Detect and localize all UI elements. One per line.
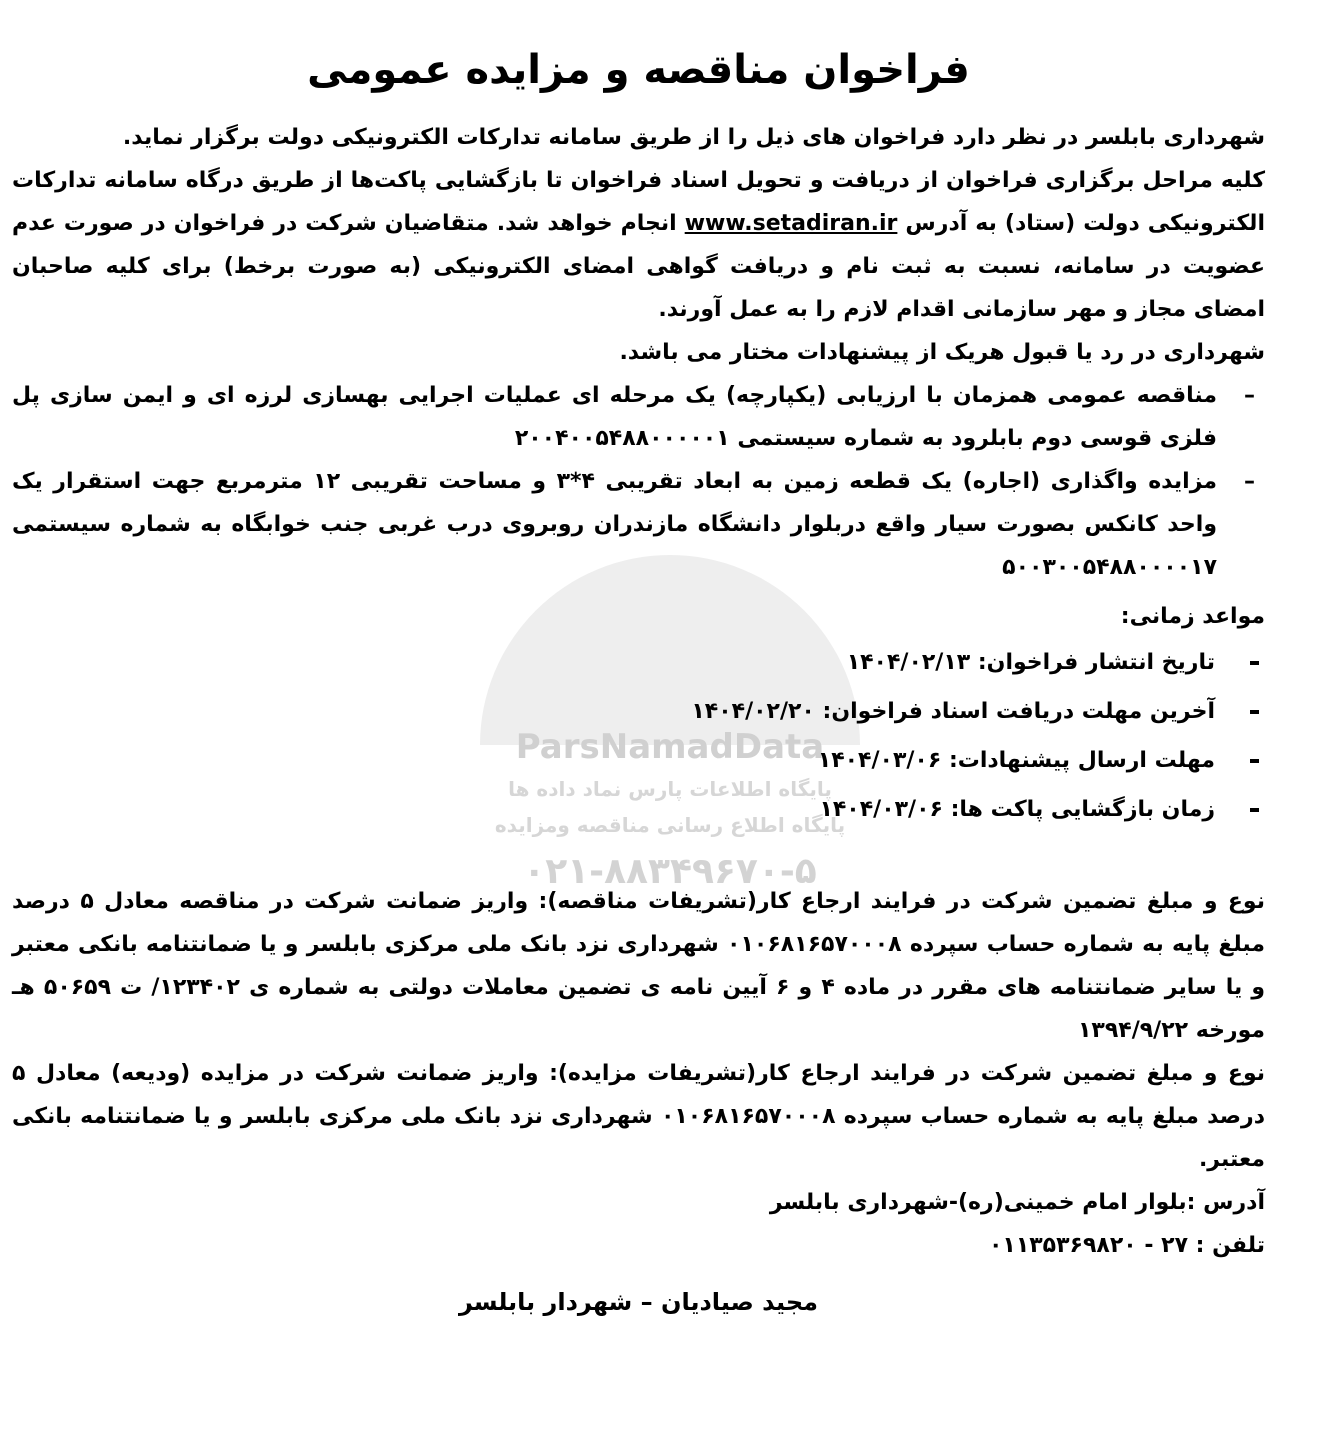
schedule-item	[12, 687, 1265, 736]
schedule-label: تاریخ انتشار فراخوان:	[977, 650, 1215, 675]
schedule-label: زمان بازگشایی پاکت ها:	[950, 797, 1215, 822]
schedule-date: ۱۴۰۴/۰۲/۱۳	[846, 650, 971, 675]
watermark-line-1: پایگاه اطلاعات پارس نماد داده ها	[508, 777, 832, 801]
spacer	[12, 834, 1265, 880]
watermark-name: ParsNamadData	[515, 727, 825, 767]
schedule-date: ۱۴۰۴/۰۳/۰۶	[817, 748, 942, 773]
schedule-label: آخرین مهلت دریافت اسناد فراخوان:	[822, 699, 1215, 724]
schedule-date: ۱۴۰۴/۰۲/۲۰	[691, 699, 815, 724]
guarantee-auction-paragraph: نوع و مبلغ تضمین شرکت در فرایند ارجاع کار(تشریفات مزایده): واریز ضمانت شرکت در مزایده (ودیعه) معادل ۵ درصد مبلغ پایه به شماره حساب سپرده ۰۱۰۶۸۱۶۵۷۰۰۰۸ شهرداری نزد بانک ملی مرکزی بابلسر و یا ضمانتنامه بانکی معتبر.	[12, 1061, 1265, 1172]
intro-paragraph: شهرداری بابلسر در نظر دارد فراخوان های ذیل را از طریق سامانه تدارکات الکترونیکی دولت برگزار نماید.	[122, 125, 1265, 150]
schedule-label: مهلت ارسال پیشنهادات:	[948, 748, 1215, 773]
schedule-item	[12, 638, 1265, 687]
phone-line: تلفن : ۲۷ - ۰۱۱۳۵۳۶۹۸۲۰	[988, 1233, 1265, 1258]
items-list	[12, 374, 1265, 589]
page-title: فراخوان مناقصه و مزایده عمومی	[307, 47, 970, 93]
website-link[interactable]: www.setadiran.ir	[684, 211, 898, 236]
stages-text-1: کلیه مراحل برگزاری فراخوان از دریافت و تحویل اسناد فراخوان تا بازگشایی پاکت‌ها از طریق درگاه سامانه تدارکات الکترونیکی دولت (ستاد) به آدرس	[12, 168, 1265, 236]
stages-paragraph	[12, 159, 1265, 331]
watermark-line-2: پایگاه اطلاع رسانی مناقصه ومزایده	[494, 813, 846, 837]
schedule-item	[12, 785, 1265, 834]
document	[12, 0, 1265, 1437]
guarantee-tender-paragraph: نوع و مبلغ تضمین شرکت در فرایند ارجاع کار(تشریفات مناقصه): واریز ضمانت شرکت در مناقصه معادل ۵ درصد مبلغ پایه به شماره حساب سپرده ۰۱۰۶۸۱۶۵۷۰۰۰۸ شهرداری نزد بانک ملی مرکزی بابلسر و یا ضمانتنامه بانکی معتبر و یا سایر ضمانتنامه های مقرر در ماده ۴ و ۶ آیین نامه ی تضمین معاملات دولتی به شماره ی ۱۲۳۴۰۲/ ت ۵۰۶۵۹ هـ مورخه ۱۳۹۴/۹/۲۲	[12, 889, 1266, 1043]
schedule-item	[12, 736, 1265, 785]
schedule-title: مواعد زمانی:	[1120, 604, 1265, 629]
address-line: آدرس :بلوار امام خمینی(ره)-شهرداری بابلسر	[769, 1190, 1265, 1215]
schedule-list	[12, 638, 1265, 834]
schedule-date: ۱۴۰۴/۰۳/۰۶	[819, 797, 943, 822]
list-item: – مزایده واگذاری (اجاره) یک قطعه زمین به ابعاد تقریبی ۴*۳ و مساحت تقریبی ۱۲ مترمربع جهت استقرار یک واحد کانکس بصورت سیار واقع دربلوار دانشگاه مازندران روبروی درب غربی جنب خوابگاه به شماره سیستمی ۵۰۰۳۰۰۵۴۸۸۰۰۰۰۱۷	[12, 460, 1265, 589]
signature: مجید صیادیان – شهردار بابلسر	[459, 1288, 818, 1316]
stages-text-2: انجام خواهد شد. متقاضیان شرکت در فراخوان در صورت عدم عضویت در سامانه، نسبت به ثبت نام و دریافت گواهی امضای الکترونیکی (به صورت برخط) برای کلیه صاحبان امضای مجاز و مهر سازمانی اقدام لازم را به عمل آورند.	[12, 211, 1265, 322]
watermark-phone: ۰۲۱-۸۸۳۴۹۶۷۰-۵	[523, 851, 817, 892]
list-item: – مناقصه عمومی همزمان با ارزیابی (یکپارچه) یک مرحله ای عملیات اجرایی بهسازی لرزه ای و ایمن سازی پل فلزی قوسی دوم بابلرود به شماره سیستمی ۲۰۰۴۰۰۵۴۸۸۰۰۰۰۰۱	[12, 374, 1265, 460]
rights-paragraph: شهرداری در رد یا قبول هریک از پیشنهادات مختار می باشد.	[619, 340, 1265, 365]
